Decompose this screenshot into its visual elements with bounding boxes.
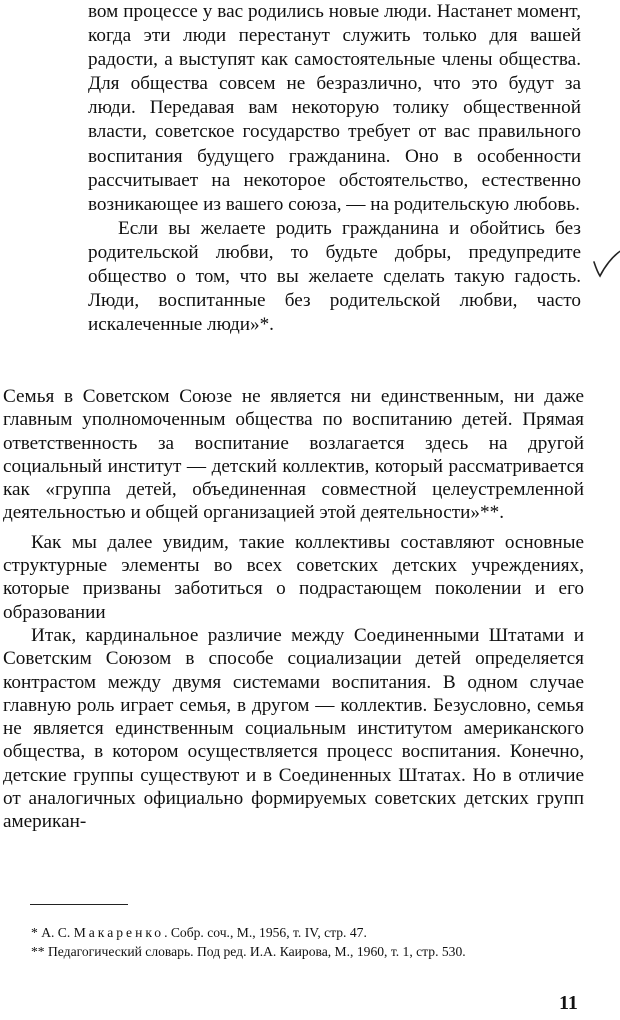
footnote-1 bbox=[3, 924, 543, 943]
page-number: 11 bbox=[559, 992, 578, 1014]
footnote-2: ** Педагогический словарь. Под ред. И.А. Каирова, М., 1960, т. 1, стр. 530. bbox=[31, 943, 466, 959]
handwritten-checkmark-icon bbox=[592, 248, 620, 278]
body-paragraph-3: Итак, кардинальное различие между Соединенными Штатами и Советским Союзом в способе социализации детей определяется контрастом между двумя системами воспитания. В одном случае главную роль играет семья, в другом — коллектив. Безусловно, семья не является единственным социальным институтом американского общества, в котором осуществляется процесс воспитания. Конечно, детские группы существуют и в Соединенных Штатах. Но в отличие от аналогичных официально формируемых советских детских групп американ- bbox=[3, 624, 584, 833]
body-text bbox=[3, 385, 584, 834]
quotation-block bbox=[88, 0, 581, 337]
footnote-1-author: Макаренко bbox=[73, 925, 165, 940]
footnote-divider bbox=[30, 904, 128, 905]
footnotes bbox=[3, 924, 543, 961]
footnote-1-rest: . Собр. соч., М., 1956, т. IV, стр. 47. bbox=[164, 925, 367, 940]
body-paragraph-1: Семья в Советском Союзе не является ни единственным, ни даже главным уполномоченным общества по воспитанию детей. Прямая ответственность за воспитание возлагается здесь на другой социальный институт — детский коллектив, который рассматривается как «группа детей, объединенная совместной целеустремленной деятельностью и общей организацией этой деятельности»**. bbox=[3, 386, 584, 524]
footnote-1-marker: * А. С. bbox=[31, 925, 74, 940]
body-paragraph-2: Как мы далее увидим, такие коллективы составляют основные структурные элементы во всех советских детских учреждениях, которые призваны заботиться о подрастающем поколении и его образовании bbox=[3, 531, 584, 623]
quote-paragraph-1: вом процессе у вас родились новые люди. Настанет момент, когда эти люди перестанут служить только для вашей радости, а выступят как самостоятельные члены общества. Для общества совсем не безразлично, что это будут за люди. Передавая вам некоторую толику общественной власти, советское государство требует от вас правильного воспитания будущего гражданина. Оно в особенности рассчитывает на некоторое обстоятельство, естественно возникающее из вашего союза, — на родительскую любовь. bbox=[88, 1, 581, 215]
quote-paragraph-2: Если вы желаете родить гражданина и обойтись без родительской любви, то будьте добры, предупредите общество о том, что вы желаете сделать такую гадость. Люди, воспитанные без родительской любви, часто искалеченные люди»*. bbox=[88, 217, 581, 336]
